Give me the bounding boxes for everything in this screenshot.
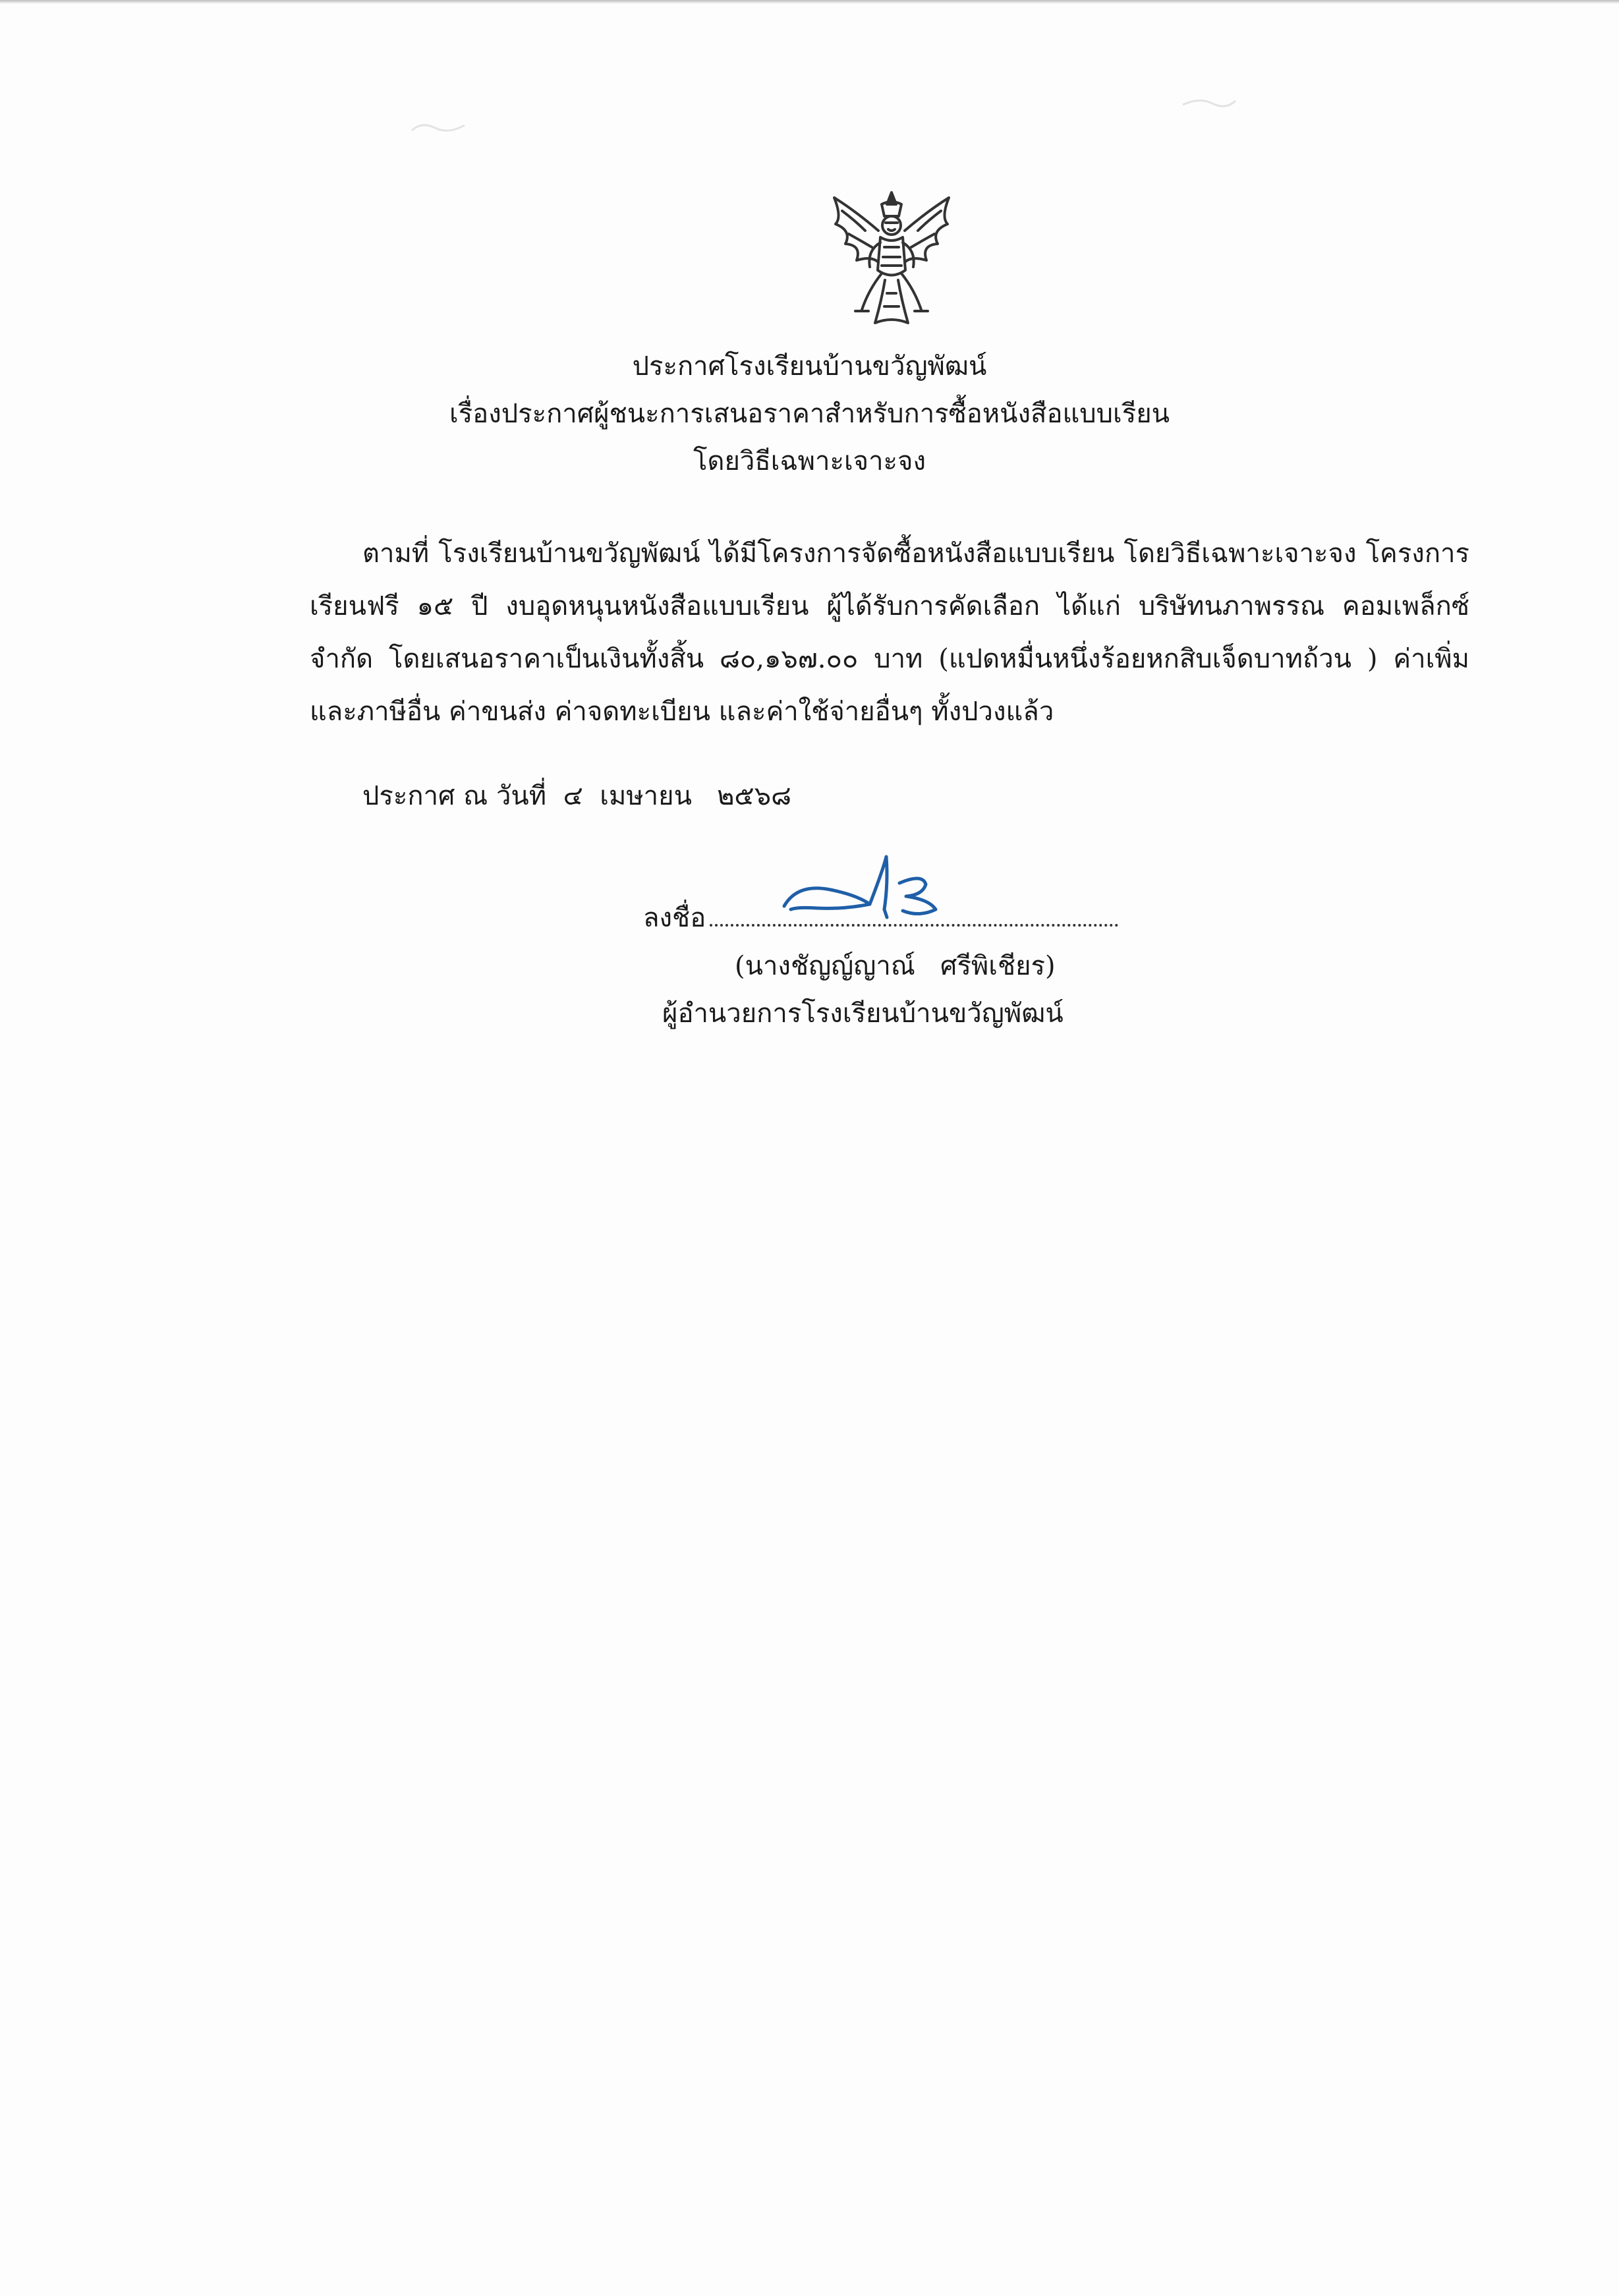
signatory-name: (นางชัญญ์ญาณ์ ศรีพิเชียร) <box>735 951 1056 981</box>
announcement-title: ประกาศโรงเรียนบ้านขวัญพัฒน์ <box>632 351 987 382</box>
faint-stamp-mark <box>409 119 468 134</box>
faint-stamp-mark <box>1179 96 1239 111</box>
announcement-subject: เรื่องประกาศผู้ชนะการเสนอราคาสำหรับการซื้อหนังสือแบบเรียน <box>449 399 1170 429</box>
scan-edge <box>0 0 1619 4</box>
announcement-date: ประกาศ ณ วันที่ ๔ เมษายน ๒๕๖๘ <box>362 781 791 811</box>
signatory-position: ผู้อำนวยการโรงเรียนบ้านขวัญพัฒน์ <box>662 998 1064 1029</box>
announcement-method: โดยวิธีเฉพาะเจาะจง <box>693 446 926 476</box>
handwritten-signature <box>771 844 988 936</box>
announcement-body <box>310 527 1469 738</box>
sign-label: ลงชื่อ <box>643 903 706 933</box>
body-paragraph: ตามที่ โรงเรียนบ้านขวัญพัฒน์ ได้มีโครงการจัดซื้อหนังสือแบบเรียน โดยวิธีเฉพาะเจาะจง โครงการเรียนฟรี ๑๕ ปี งบอุดหนุนหนังสือแบบเรียน ผู้ได้รับการคัดเลือก ได้แก่ บริษัทนภาพรรณ คอมเพล็กซ์ จำกัด โดยเสนอราคาเป็นเงินทั้งสิ้น ๘๐,๑๖๗.๐๐ บาท (แปดหมื่นหนึ่งร้อยหกสิบเจ็ดบาทถ้วน ) ค่าเพิ่มและภาษีอื่น ค่าขนส่ง ค่าจดทะเบียน และค่าใช้จ่ายอื่นๆ ทั้งปวงแล้ว <box>310 538 1469 727</box>
garuda-emblem-icon <box>816 185 967 336</box>
